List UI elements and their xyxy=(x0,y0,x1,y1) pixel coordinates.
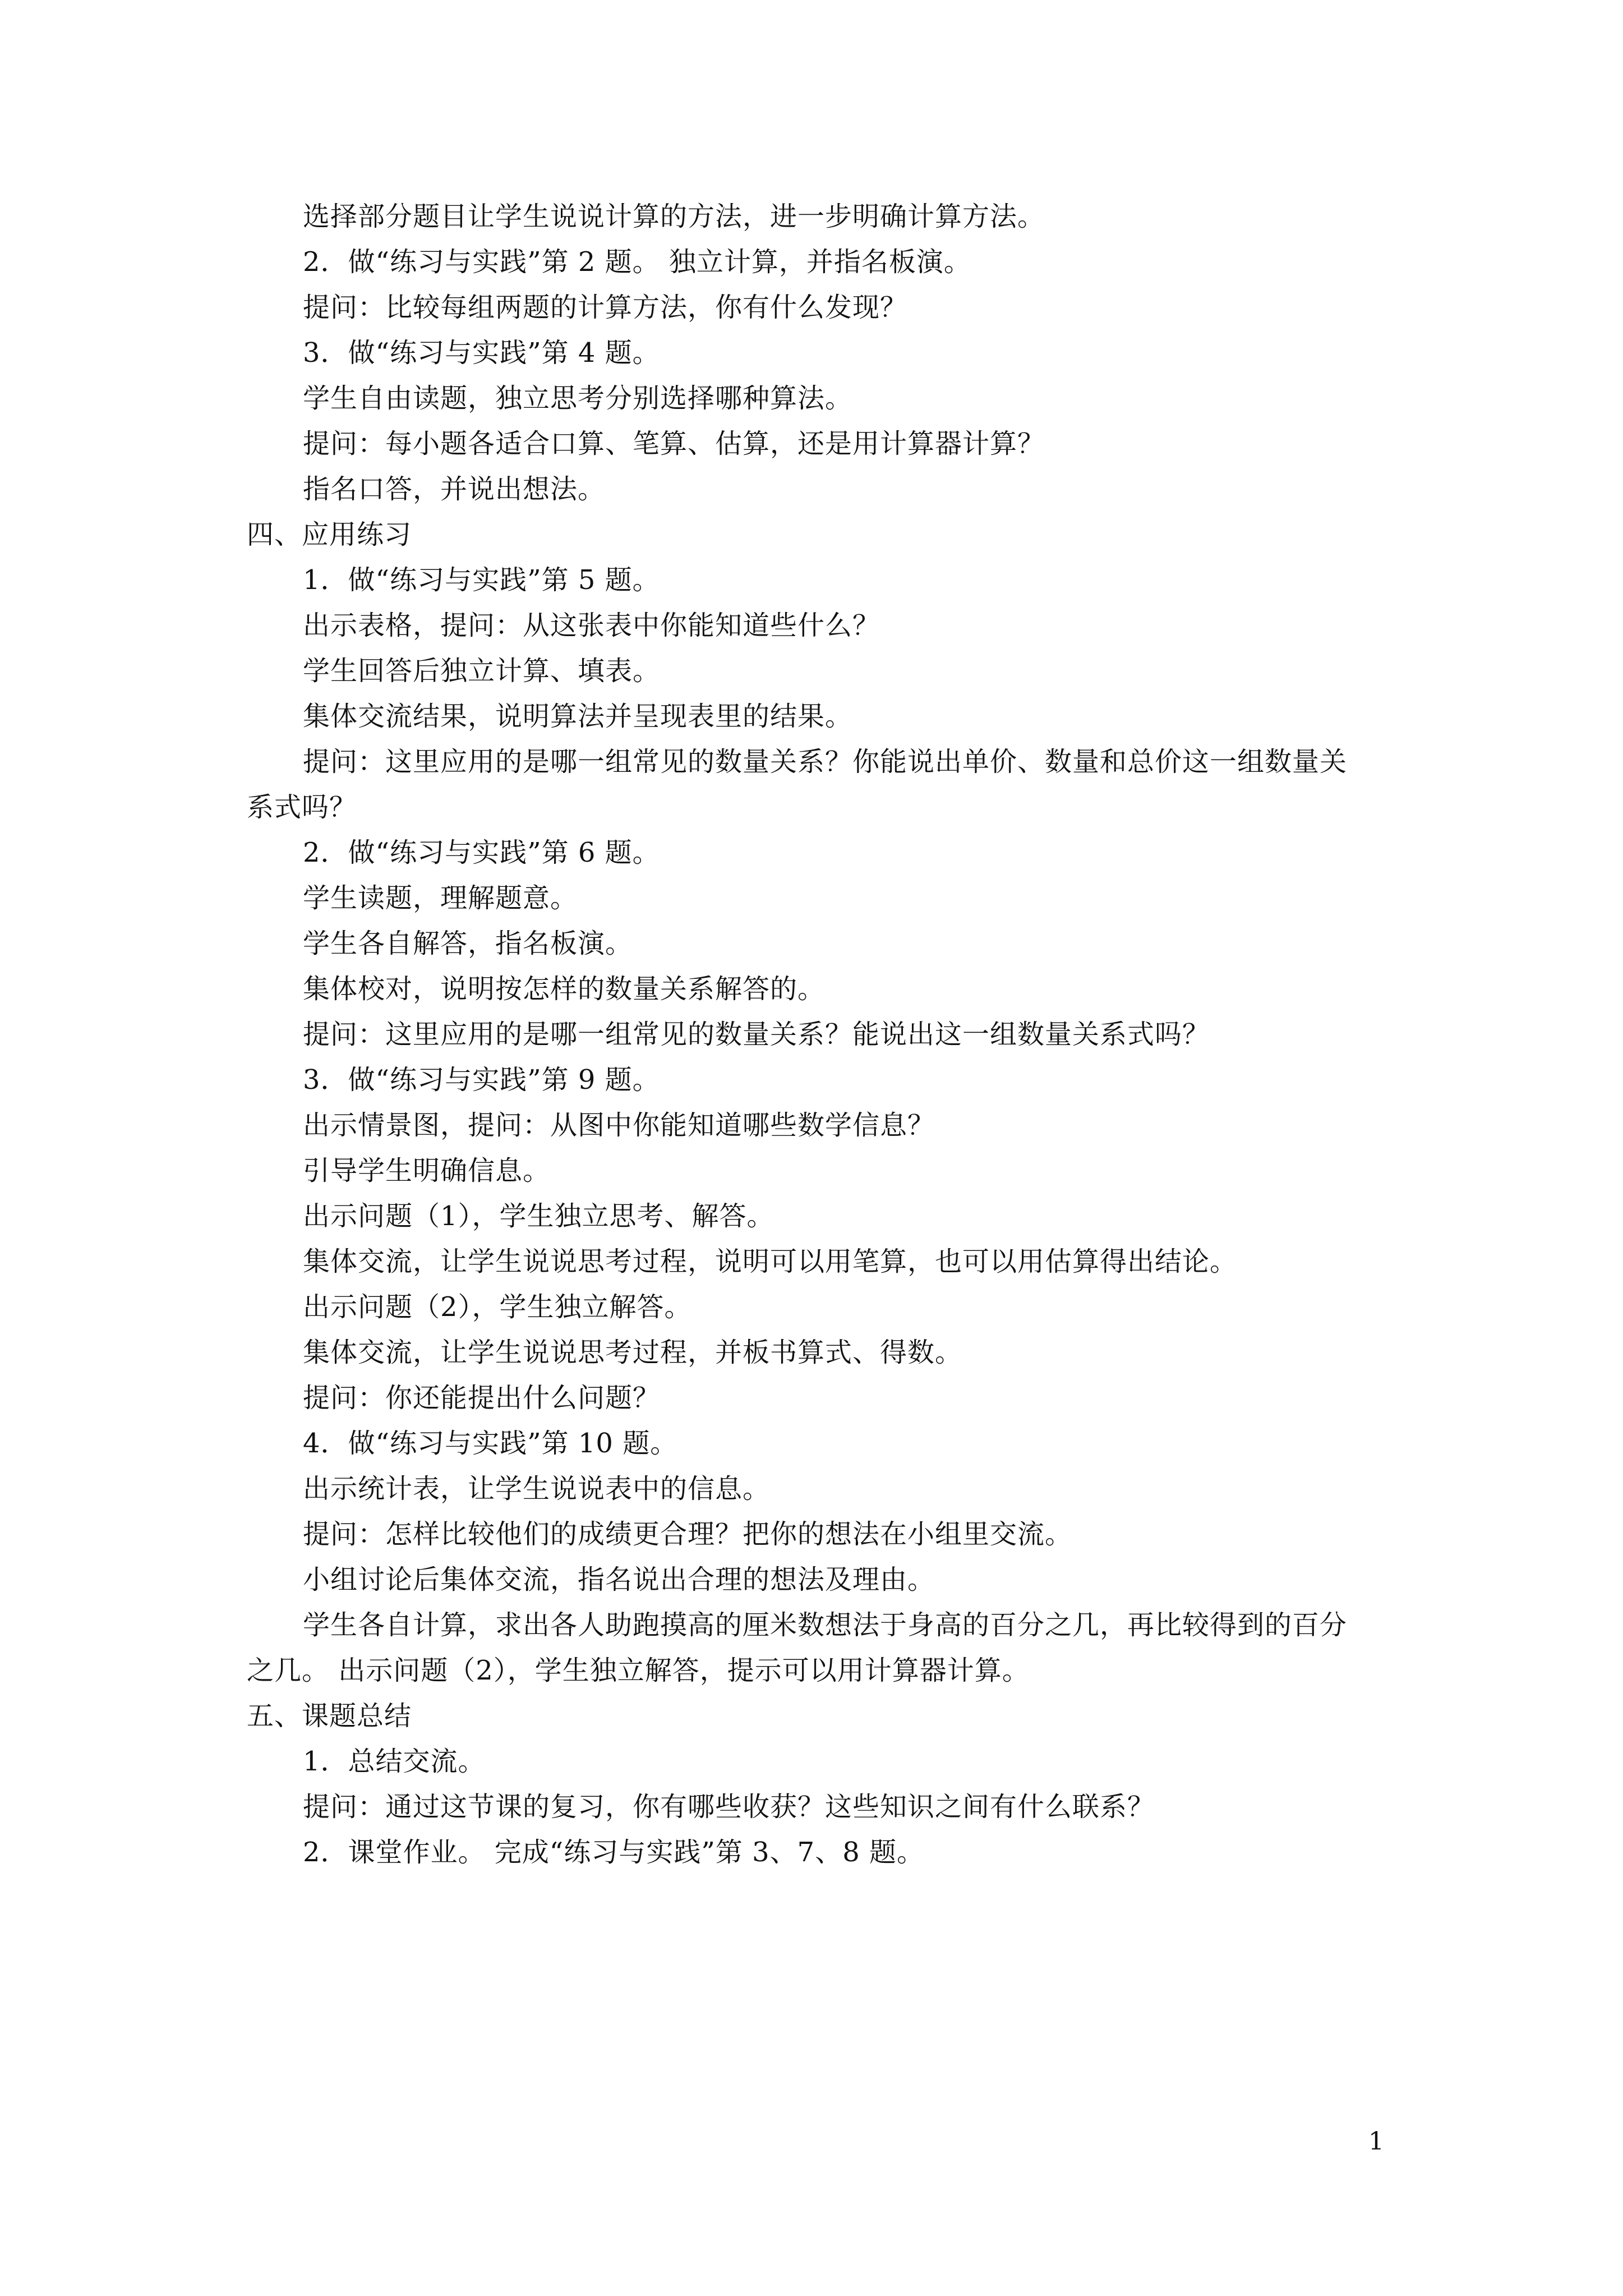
paragraph-line: 提问：这里应用的是哪一组常见的数量关系？你能说出单价、数量和总价这一组数量关 xyxy=(303,746,1348,777)
paragraph-line: 学生各自计算，求出各人助跑摸高的厘米数想法于身高的百分之几，再比较得到的百分 xyxy=(303,1609,1348,1641)
paragraph-line: 系式吗？ xyxy=(247,792,357,823)
paragraph-line: 4．做“练习与实践”第 10 题。 xyxy=(303,1428,678,1459)
paragraph-line: 出示统计表，让学生说说表中的信息。 xyxy=(303,1473,771,1504)
paragraph-line: 集体交流，让学生说说思考过程，说明可以用笔算，也可以用估算得出结论。 xyxy=(303,1246,1238,1277)
paragraph-line: 集体交流结果，说明算法并呈现表里的结果。 xyxy=(303,701,853,732)
paragraph-line: 3．做“练习与实践”第 4 题。 xyxy=(303,337,660,369)
paragraph-line: 出示问题（2），学生独立解答。 xyxy=(303,1291,692,1323)
paragraph-line: 学生回答后独立计算、填表。 xyxy=(303,655,661,687)
paragraph-line: 3．做“练习与实践”第 9 题。 xyxy=(303,1064,660,1096)
paragraph-line: 集体交流，让学生说说思考过程，并板书算式、得数。 xyxy=(303,1337,963,1368)
paragraph-line: 提问：你还能提出什么问题？ xyxy=(303,1382,661,1414)
paragraph-line: 提问：怎样比较他们的成绩更合理？把你的想法在小组里交流。 xyxy=(303,1519,1073,1550)
paragraph-line: 指名口答，并说出想法。 xyxy=(303,473,606,505)
page-number: 1 xyxy=(1368,2127,1384,2156)
paragraph-line: 1．做“练习与实践”第 5 题。 xyxy=(303,564,660,596)
paragraph-line: 1．总结交流。 xyxy=(303,1746,486,1777)
paragraph-line: 学生读题，理解题意。 xyxy=(303,882,578,914)
document-body xyxy=(247,194,1391,1875)
paragraph-line: 出示问题（1），学生独立思考、解答。 xyxy=(303,1200,774,1232)
paragraph-line: 2．做“练习与实践”第 2 题。 独立计算，并指名板演。 xyxy=(303,246,971,278)
section-heading: 四、应用练习 xyxy=(247,519,412,550)
section-heading: 五、课题总结 xyxy=(247,1700,412,1732)
paragraph-line: 2．做“练习与实践”第 6 题。 xyxy=(303,837,660,868)
paragraph-line: 提问：每小题各适合口算、笔算、估算，还是用计算器计算？ xyxy=(303,428,1045,459)
paragraph-line: 提问：比较每组两题的计算方法，你有什么发现？ xyxy=(303,292,908,323)
paragraph-line: 选择部分题目让学生说说计算的方法，进一步明确计算方法。 xyxy=(303,201,1045,232)
paragraph-line: 提问：这里应用的是哪一组常见的数量关系？能说出这一组数量关系式吗？ xyxy=(303,1019,1210,1050)
paragraph-line: 出示表格，提问：从这张表中你能知道些什么？ xyxy=(303,610,880,641)
paragraph-line: 小组讨论后集体交流，指名说出合理的想法及理由。 xyxy=(303,1564,935,1595)
paragraph-line: 学生自由读题，独立思考分别选择哪种算法。 xyxy=(303,383,853,414)
paragraph-line: 提问：通过这节课的复习，你有哪些收获？这些知识之间有什么联系？ xyxy=(303,1791,1155,1823)
paragraph-line: 之几。 出示问题（2），学生独立解答，提示可以用计算器计算。 xyxy=(247,1655,1030,1686)
paragraph-line: 2．课堂作业。 完成“练习与实践”第 3、7、8 题。 xyxy=(303,1837,925,1868)
paragraph-line: 引导学生明确信息。 xyxy=(303,1155,551,1186)
paragraph-line: 学生各自解答，指名板演。 xyxy=(303,928,633,959)
paragraph-line: 出示情景图，提问：从图中你能知道哪些数学信息？ xyxy=(303,1110,935,1141)
paragraph-line: 集体校对，说明按怎样的数量关系解答的。 xyxy=(303,973,826,1005)
